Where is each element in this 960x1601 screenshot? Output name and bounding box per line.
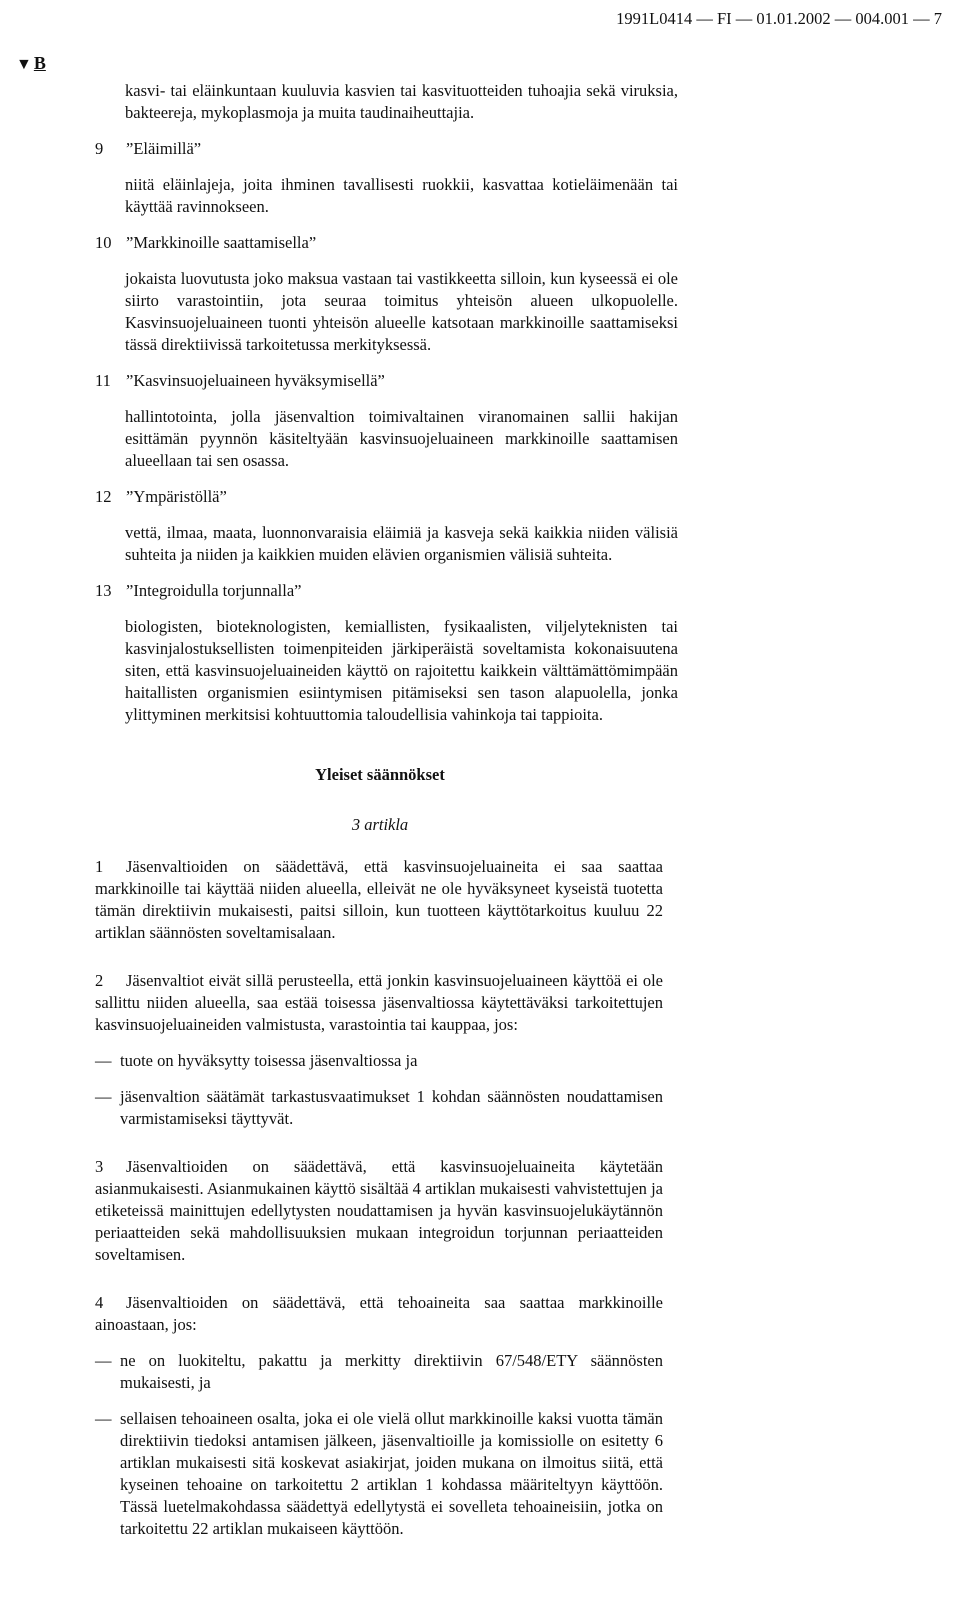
- definition-text: hallintotointa, jolla jäsenvaltion toimivaltainen viranomainen sallii hakijan esittämän pyynnön käsiteltyään kasvinsuojeluaineen markkinoille saattamisen alueellaan tai sen osassa.: [125, 407, 678, 470]
- definition-number: 12: [95, 487, 112, 506]
- dash-list-item: [95, 1086, 663, 1130]
- dash-bullet: —: [95, 1351, 112, 1370]
- definition-term: ”Markkinoille saattamisella”: [126, 233, 317, 252]
- section-heading: Yleiset säännökset: [315, 765, 445, 784]
- definition-text: niitä eläinlajeja, joita ihminen tavallisesti ruokkii, kasvattaa kotieläimenään tai käyttää ravinnokseen.: [125, 175, 678, 216]
- dash-bullet: —: [95, 1409, 112, 1428]
- marker-letter: B: [33, 53, 46, 73]
- document-reference: 1991L0414 — FI — 01.01.2002 — 004.001 — 7: [616, 9, 942, 28]
- amendment-marker: [16, 52, 46, 76]
- paragraph-text: Jäsenvaltiot eivät sillä perusteella, että jonkin kasvinsuojeluaineen käyttöä ei ole sallittu niiden alueella, saa estää toisessa jäsenvaltiossa käytettäväksi tarkoitettujen kasvinsuojeluaineiden valmistusta, varastointia tai kauppaa, jos:: [95, 971, 663, 1034]
- definition-heading: [95, 232, 960, 254]
- definition-heading: [95, 580, 960, 602]
- definition-term: ”Integroidulla torjunnalla”: [126, 581, 302, 600]
- document-body: [0, 76, 960, 1540]
- paragraph-number: 1: [95, 857, 104, 876]
- paragraph-number: 2: [95, 971, 104, 990]
- definition-number: 11: [95, 371, 111, 390]
- list-item-text: jäsenvaltion säätämät tarkastusvaatimukset 1 kohdan säännösten noudattamisen varmistamiseksi täyttyvät.: [120, 1087, 663, 1128]
- paragraph-text: Jäsenvaltioiden on säädettävä, että kasvinsuojeluaineita käytetään asianmukaisesti. Asianmukainen käyttö sisältää 4 artiklan mukaisesti vahvistettujen ja etiketeissä mainittujen edellytysten noudattamisen ja hyvän kasvinsuojelukäytännön periaatteiden sekä mahdollisuuksien mukaan integroidun torjunnan periaatteiden soveltamisen.: [95, 1157, 663, 1264]
- dash-bullet: —: [95, 1051, 112, 1070]
- definition-term: ”Kasvinsuojeluaineen hyväksymisellä”: [126, 371, 385, 390]
- definition-text: jokaista luovutusta joko maksua vastaan tai vastikkeetta silloin, kun kyseessä ei ole siirto varastointiin, jota seuraa toimitus yhteisön alueen ulkopuolelle. Kasvinsuojeluaineen tuonti yhteisön alueelle katsotaan markkinoille saattamiseksi tässä direktiivissä tarkoitetussa merkityksessä.: [125, 269, 678, 354]
- dash-list-item: [95, 1408, 663, 1540]
- list-item-text: tuote on hyväksytty toisessa jäsenvaltiossa ja: [120, 1051, 418, 1070]
- dash-list-item: [95, 1050, 663, 1072]
- paragraph-text: Jäsenvaltioiden on säädettävä, että kasvinsuojeluaineita ei saa saattaa markkinoille tai käyttää niiden alueella, elleivät ne ole hyväksyneet kyseistä tuotetta tämän direktiivin mukaisesti, paitsi silloin, kun tuotteen käyttötarkoitus kuuluu 22 artiklan säännösten soveltamisalaan.: [95, 857, 663, 942]
- triangle-down-icon: ▼: [16, 56, 32, 73]
- article-paragraph: [95, 1292, 663, 1336]
- dash-list-item: [95, 1350, 663, 1394]
- definition-heading: [95, 370, 960, 392]
- dash-bullet: —: [95, 1087, 112, 1106]
- article-heading: 3 artikla: [351, 815, 409, 834]
- definition-text: biologisten, bioteknologisten, kemiallisten, fysikaalisten, viljelyteknisten tai kasvinjalostuksellisten toimenpiteiden järkiperäistä soveltamista kokonaisuutena siten, että kasvinsuojeluaineiden käyttö on rajoitettu kaikkein välttämättömimpään haitallisten organismien esiintymisen pitämiseksi sen tason alapuolella, jonka ylittyminen merkitsisi kohtuuttomia taloudellisia vahinkoja tai tappioita.: [125, 617, 678, 724]
- article-paragraph: [95, 1156, 663, 1266]
- article-paragraph: [95, 970, 663, 1036]
- document-header: [0, 8, 960, 30]
- definition-term: ”Ympäristöllä”: [126, 487, 227, 506]
- definition-heading: [95, 486, 960, 508]
- definition-number: 9: [95, 139, 104, 158]
- definition-term: ”Eläimillä”: [126, 139, 202, 158]
- paragraph-number: 3: [95, 1157, 104, 1176]
- list-item-text: sellaisen tehoaineen osalta, joka ei ole vielä ollut markkinoille kaksi vuotta tämän direktiivin tiedoksi antamisen jälkeen, jäsenvaltioille ja komissiolle on esitetty 6 artiklan mukaisesti sitä koskevat asiakirjat, joiden mukana on ilmoitus siitä, että kyseinen tehoaine on tarkoitettu 2 artiklan 1 kohdassa määriteltyyn käyttöön. Tässä luetelmakohdassa säädettyä edellytystä ei sovelleta tehoaineisiin, jotka on tarkoitettu 22 artiklan mukaiseen käyttöön.: [120, 1409, 663, 1538]
- definition-number: 13: [95, 581, 112, 600]
- list-item-text: ne on luokiteltu, pakattu ja merkitty direktiivin 67/548/ETY säännösten mukaisesti, ja: [120, 1351, 663, 1392]
- definition-continuation: kasvi- tai eläinkuntaan kuuluvia kasvien tai kasvituotteiden tuhoajia sekä viruksia, bakteereja, mykoplasmoja ja muita taudinaiheuttajia.: [125, 81, 678, 122]
- definition-number: 10: [95, 233, 112, 252]
- definition-text: vettä, ilmaa, maata, luonnonvaraisia eläimiä ja kasveja sekä kaikkia niiden välisiä suhteita ja niiden ja kaikkien muiden elävien organismien välisiä suhteita.: [125, 523, 678, 564]
- definition-heading: [95, 138, 960, 160]
- paragraph-text: Jäsenvaltioiden on säädettävä, että tehoaineita saa saattaa markkinoille ainoastaan, jos:: [95, 1293, 663, 1334]
- article-paragraph: [95, 856, 663, 944]
- paragraph-number: 4: [95, 1293, 104, 1312]
